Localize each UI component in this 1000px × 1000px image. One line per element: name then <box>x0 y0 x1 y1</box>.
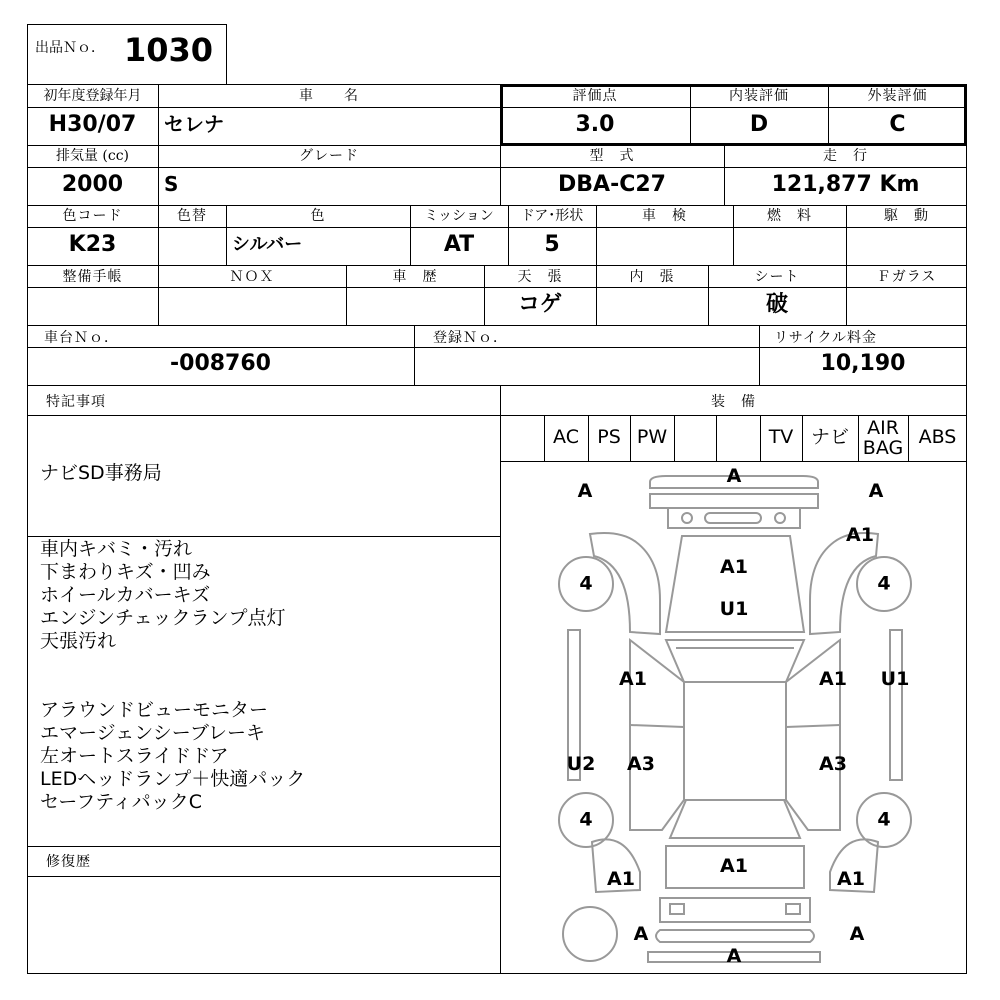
damage-hood: A1 <box>720 556 748 578</box>
car-name: セレナ <box>164 112 224 136</box>
interior-grade: D <box>749 112 769 137</box>
equipment-item: AIR BAG <box>862 417 904 459</box>
damage-left-rear-door-b: U2 <box>566 753 596 775</box>
nox-label: ＮＯＸ <box>229 269 275 285</box>
maintenance-label: 整備手帳 <box>62 269 123 285</box>
damage-left-quarter: A1 <box>607 868 635 890</box>
tire-front-right: 4 <box>877 572 891 595</box>
equipment-label: 装 備 <box>711 394 756 410</box>
exterior-grade: C <box>889 112 906 137</box>
grade-label: グレード <box>299 148 359 164</box>
recycle-fee: 10,190 <box>820 351 906 376</box>
damage-rear-left-corner: A <box>633 923 649 945</box>
registration-number-label: 登録Ｎｏ． <box>433 330 508 346</box>
tire-rear-left: 4 <box>579 808 593 831</box>
damage-front-left-corner: A <box>577 480 593 502</box>
history-label: 車 歴 <box>392 269 438 285</box>
car-name-label: 車 名 <box>299 88 359 104</box>
recycle-fee-label: リサイクル料金 <box>774 330 878 346</box>
drive-label: 駆 動 <box>884 208 929 224</box>
interior-trim-label: 内 張 <box>629 269 675 285</box>
lot-number-label: 出品Ｎｏ． <box>35 40 105 56</box>
damage-front-right-corner: A <box>868 480 884 502</box>
damage-right-front-door: A1 <box>819 668 847 690</box>
exterior-grade-label: 外装評価 <box>867 88 928 104</box>
damage-windshield: U1 <box>719 598 749 620</box>
equipment-item: ABS <box>918 426 957 448</box>
notes-text-2: 車内キバミ・汚れ 下まわりキズ・凹み ホイールカバーキズ エンジンチェックランプ点灯 天張汚れ アラウンドビューモニター エマージェンシーブレーキ 左オートスライドドア LEDヘッドランプ＋快適パック セーフティパックC <box>40 538 306 813</box>
lot-number: 1030 <box>124 31 214 69</box>
mileage-label: 走 行 <box>823 148 868 164</box>
grade: S <box>164 172 179 196</box>
color-code-label: 色コード <box>62 208 123 224</box>
equipment-item: PS <box>597 426 621 448</box>
damage-front-bumper: A <box>726 465 742 487</box>
seat: 破 <box>765 292 788 317</box>
doors: 5 <box>544 232 560 257</box>
first-registration-label: 初年度登録年月 <box>43 88 142 104</box>
front-glass-label: Ｆガラス <box>876 269 937 285</box>
fuel-label: 燃 料 <box>767 208 812 224</box>
damage-back-door: A1 <box>720 855 748 877</box>
damage-left-rear-door: A3 <box>627 753 655 775</box>
chassis-number-label: 車台Ｎｏ． <box>44 330 119 346</box>
seat-label: シート <box>754 269 800 285</box>
equipment-item: AC <box>553 426 579 448</box>
notes-text-1: ナビSD事務局 <box>40 462 162 484</box>
repair-history-label: 修復歴 <box>46 854 91 870</box>
damage-right-rear-door: A3 <box>819 753 847 775</box>
equipment-item: TV <box>768 426 794 448</box>
transmission: AT <box>443 232 475 257</box>
model: DBA-C27 <box>558 172 666 197</box>
equipment-item: ナビ <box>810 426 849 448</box>
damage-rear-right-corner: A <box>849 923 865 945</box>
mileage: 121,877 Km <box>771 172 920 197</box>
model-label: 型 式 <box>589 148 635 164</box>
damage-left-front-door: A1 <box>619 668 647 690</box>
transmission-label: ミッション <box>424 208 494 224</box>
inspection-label: 車 検 <box>642 208 687 224</box>
damage-rear-bumper: A <box>726 945 742 967</box>
repaint-label: 色替 <box>177 208 207 224</box>
damage-right-quarter: A1 <box>837 868 865 890</box>
damage-right-front-door-b: U1 <box>880 668 910 690</box>
ceiling-label: 天 張 <box>517 269 563 285</box>
color-code: K23 <box>68 232 117 257</box>
notes-label: 特記事項 <box>46 394 106 410</box>
displacement-label: 排気量 (cc) <box>55 148 130 164</box>
color: シルバー <box>232 234 303 255</box>
damage-right-fender: A1 <box>846 524 874 546</box>
ceiling: コゲ <box>517 292 562 317</box>
tire-front-left: 4 <box>579 572 593 595</box>
chassis-number: -008760 <box>170 351 271 376</box>
color-label: 色 <box>310 208 326 224</box>
score-label: 評価点 <box>572 88 618 104</box>
first-registration: H30/07 <box>48 112 137 137</box>
interior-grade-label: 内装評価 <box>729 88 789 104</box>
displacement: 2000 <box>61 172 124 197</box>
tire-rear-right: 4 <box>877 808 891 831</box>
score: 3.0 <box>575 112 615 137</box>
doors-label: ドア･形状 <box>520 208 584 224</box>
equipment-item: PW <box>636 426 668 448</box>
